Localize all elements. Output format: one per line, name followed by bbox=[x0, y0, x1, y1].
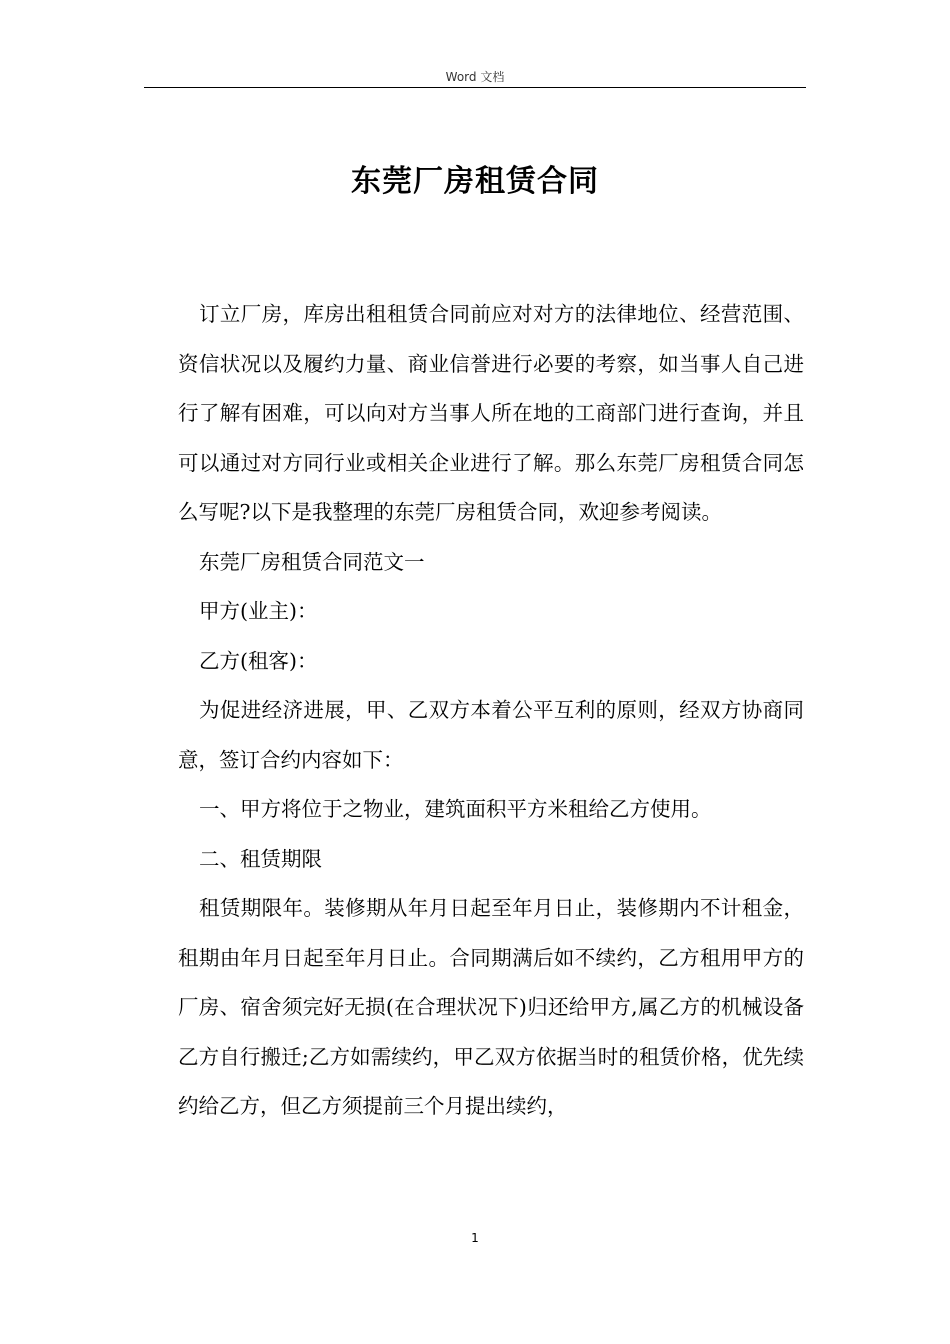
intro-paragraph: 订立厂房，库房出租租赁合同前应对对方的法律地位、经营范围、资信状况以及履约力量、商业信誉进行必要的考察，如当事人自己进行了解有困难，可以向对方当事人所在地的工商部门进行查询，并且可以通过对方同行业或相关企业进行了解。那么东莞厂房租赁合同怎么写呢?以下是我整理的东莞厂房租赁合同，欢迎参考阅读。 bbox=[178, 302, 804, 524]
preamble-paragraph: 为促进经济进展，甲、乙双方本着公平互利的原则，经双方协商同意，签订合约内容如下： bbox=[178, 698, 804, 772]
lease-term-paragraph: 租赁期限年。装修期从年月日起至年月日止，装修期内不计租金，租期由年月日起至年月日止。合同期满后如不续约，乙方租用甲方的厂房、宿舍须完好无损(在合理状况下)归还给甲方,属乙方的机械设备乙方自行搬迁;乙方如需续约，甲乙双方依据当时的租赁价格，优先续约给乙方，但乙方须提前三个月提出续约， bbox=[178, 896, 804, 1118]
party-a-line: 甲方(业主)： bbox=[199, 599, 318, 623]
header-divider bbox=[144, 87, 806, 88]
document-body bbox=[178, 290, 804, 1132]
party-b-line: 乙方(租客)： bbox=[199, 648, 318, 673]
section-heading: 东莞厂房租赁合同范文一 bbox=[199, 549, 425, 574]
document-title: 东莞厂房租赁合同 bbox=[351, 164, 599, 199]
clause-one: 一、甲方将位于之物业，建筑面积平方米租给乙方使用。 bbox=[199, 797, 712, 821]
page-header: Word 文档 bbox=[445, 70, 505, 84]
clause-two-heading: 二、租赁期限 bbox=[199, 846, 322, 871]
page-number: 1 bbox=[471, 1231, 479, 1245]
